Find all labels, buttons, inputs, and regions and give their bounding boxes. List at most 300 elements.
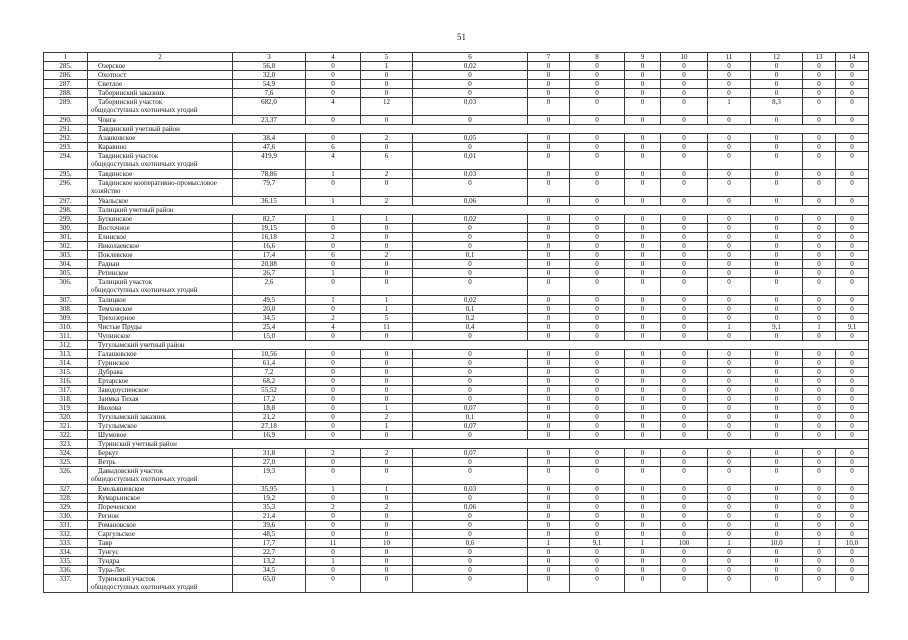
value-cell-col-7: 0 xyxy=(528,332,570,341)
value-cell-col-5: 0 xyxy=(361,224,413,233)
table-row xyxy=(44,503,869,512)
row-name: Беркут xyxy=(88,449,233,458)
value-cell-col-4: 6 xyxy=(306,143,361,152)
value-cell-col-10: 0 xyxy=(661,377,708,386)
value-cell-col-14: 0 xyxy=(836,350,869,359)
value-cell-col-14: 0 xyxy=(836,296,869,305)
table-row xyxy=(44,557,869,566)
value-cell-col-5: 0 xyxy=(361,143,413,152)
value-cell-col-7: 0 xyxy=(528,233,570,242)
value-cell-col-3: 16,18 xyxy=(233,233,306,242)
value-cell-col-10: 0 xyxy=(661,197,708,206)
value-cell-col-9: 0 xyxy=(625,134,661,143)
row-name: Тугулымское xyxy=(88,422,233,431)
value-cell-col-13: 0 xyxy=(803,251,836,260)
value-cell-col-13: 0 xyxy=(803,566,836,575)
row-name: Тундра xyxy=(88,557,233,566)
value-cell-col-3: 55,52 xyxy=(233,386,306,395)
value-cell-col-5: 5 xyxy=(361,314,413,323)
region-row xyxy=(44,125,869,134)
value-cell-col-5: 0 xyxy=(361,269,413,278)
row-number: 321. xyxy=(44,422,88,431)
row-name: Ветрь xyxy=(88,458,233,467)
value-cell-col-3: 19,15 xyxy=(233,224,306,233)
value-cell-col-3: 419,9 xyxy=(233,152,306,170)
value-cell-col-13: 0 xyxy=(803,260,836,269)
value-cell-col-5: 0 xyxy=(361,89,413,98)
row-number: 332. xyxy=(44,530,88,539)
value-cell-col-5: 6 xyxy=(361,152,413,170)
value-cell-col-9: 0 xyxy=(625,98,661,116)
value-cell-col-6: 0 xyxy=(413,458,528,467)
value-cell-col-10: 0 xyxy=(661,215,708,224)
value-cell-col-14: 0 xyxy=(836,170,869,179)
value-cell-col-5: 0 xyxy=(361,359,413,368)
row-name: Светлое xyxy=(88,80,233,89)
row-name: Тугулымский заказник xyxy=(88,413,233,422)
value-cell-col-3: 17,4 xyxy=(233,251,306,260)
value-cell-col-8: 0 xyxy=(570,521,625,530)
value-cell-col-5: 0 xyxy=(361,566,413,575)
value-cell-col-13: 0 xyxy=(803,152,836,170)
value-cell-col-14: 0 xyxy=(836,575,869,593)
value-cell-col-12: 10,0 xyxy=(751,539,803,548)
row-name: Таборинский участок общедоступных охотничьих угодий xyxy=(88,98,233,116)
row-number: 291. xyxy=(44,125,88,134)
value-cell-col-11: 0 xyxy=(708,467,751,485)
row-number: 306. xyxy=(44,278,88,296)
value-cell-col-5: 0 xyxy=(361,431,413,440)
value-cell-col-7: 0 xyxy=(528,278,570,296)
row-number: 300. xyxy=(44,224,88,233)
value-cell-col-7: 0 xyxy=(528,62,570,71)
value-cell-col-7: 0 xyxy=(528,548,570,557)
value-cell-col-10: 0 xyxy=(661,251,708,260)
row-name: Радиан xyxy=(88,260,233,269)
value-cell-col-8: 0 xyxy=(570,278,625,296)
value-cell-col-3: 49,5 xyxy=(233,296,306,305)
value-cell-col-11: 0 xyxy=(708,152,751,170)
value-cell-col-11: 1 xyxy=(708,323,751,332)
row-number: 301. xyxy=(44,233,88,242)
value-cell-col-4: 0 xyxy=(306,395,361,404)
value-cell-col-7: 1 xyxy=(528,539,570,548)
value-cell-col-4: 0 xyxy=(306,224,361,233)
value-cell-col-13: 0 xyxy=(803,179,836,197)
value-cell-col-5: 1 xyxy=(361,422,413,431)
value-cell-col-4: 1 xyxy=(306,557,361,566)
row-number: 336. xyxy=(44,566,88,575)
value-cell-col-13: 0 xyxy=(803,197,836,206)
value-cell-col-14: 0 xyxy=(836,512,869,521)
value-cell-col-7: 0 xyxy=(528,296,570,305)
row-name: Емельяшевское xyxy=(88,485,233,494)
row-number: 317. xyxy=(44,386,88,395)
row-number: 304. xyxy=(44,260,88,269)
value-cell-col-13: 0 xyxy=(803,485,836,494)
row-number: 335. xyxy=(44,557,88,566)
value-cell-col-14: 0 xyxy=(836,557,869,566)
value-cell-col-13: 0 xyxy=(803,350,836,359)
row-name: Озерское xyxy=(88,62,233,71)
value-cell-col-13: 0 xyxy=(803,521,836,530)
table-row xyxy=(44,530,869,539)
value-cell-col-10: 0 xyxy=(661,413,708,422)
value-cell-col-3: 16,9 xyxy=(233,431,306,440)
value-cell-col-4: 0 xyxy=(306,422,361,431)
row-number: 314. xyxy=(44,359,88,368)
table-row xyxy=(44,368,869,377)
table-row xyxy=(44,449,869,458)
value-cell-col-7: 0 xyxy=(528,143,570,152)
value-cell-col-5: 2 xyxy=(361,170,413,179)
value-cell-col-11: 0 xyxy=(708,296,751,305)
value-cell-col-14: 0 xyxy=(836,80,869,89)
value-cell-col-3: 56,8 xyxy=(233,62,306,71)
value-cell-col-9: 0 xyxy=(625,224,661,233)
value-cell-col-13: 0 xyxy=(803,98,836,116)
value-cell-col-7: 0 xyxy=(528,179,570,197)
value-cell-col-4: 4 xyxy=(306,323,361,332)
value-cell-col-11: 0 xyxy=(708,422,751,431)
table-row xyxy=(44,80,869,89)
value-cell-col-11: 0 xyxy=(708,134,751,143)
table-row xyxy=(44,521,869,530)
value-cell-col-4: 0 xyxy=(306,260,361,269)
table-row xyxy=(44,413,869,422)
value-cell-col-8: 0 xyxy=(570,359,625,368)
row-name: Нюхова xyxy=(88,404,233,413)
row-name: Тавдинское xyxy=(88,170,233,179)
value-cell-col-5: 0 xyxy=(361,548,413,557)
header-cell-8: 8 xyxy=(570,53,625,62)
table-row xyxy=(44,269,869,278)
value-cell-col-8: 0 xyxy=(570,305,625,314)
table-row xyxy=(44,386,869,395)
value-cell-col-3: 7,2 xyxy=(233,368,306,377)
value-cell-col-6: 0 xyxy=(413,269,528,278)
value-cell-col-10: 0 xyxy=(661,143,708,152)
value-cell-col-12: 0 xyxy=(751,512,803,521)
value-cell-col-6: 0 xyxy=(413,224,528,233)
value-cell-col-10: 0 xyxy=(661,89,708,98)
value-cell-col-3: 32,0 xyxy=(233,71,306,80)
value-cell-col-10: 0 xyxy=(661,404,708,413)
value-cell-col-4: 0 xyxy=(306,368,361,377)
value-cell-col-11: 0 xyxy=(708,332,751,341)
value-cell-col-9: 0 xyxy=(625,296,661,305)
value-cell-col-10: 0 xyxy=(661,575,708,593)
row-number: 328. xyxy=(44,494,88,503)
value-cell-col-11: 0 xyxy=(708,233,751,242)
value-cell-col-11: 0 xyxy=(708,377,751,386)
row-number: 329. xyxy=(44,503,88,512)
header-cell-13: 13 xyxy=(803,53,836,62)
value-cell-col-6: 0 xyxy=(413,377,528,386)
value-cell-col-7: 0 xyxy=(528,134,570,143)
value-cell-col-6: 0 xyxy=(413,359,528,368)
table-row xyxy=(44,116,869,125)
value-cell-col-3: 27,0 xyxy=(233,458,306,467)
value-cell-col-9: 0 xyxy=(625,377,661,386)
value-cell-col-3: 47,6 xyxy=(233,143,306,152)
table-row xyxy=(44,179,869,197)
value-cell-col-10: 0 xyxy=(661,548,708,557)
value-cell-col-12: 0 xyxy=(751,305,803,314)
value-cell-col-13: 0 xyxy=(803,89,836,98)
value-cell-col-7: 0 xyxy=(528,467,570,485)
table-row xyxy=(44,305,869,314)
value-cell-col-7: 0 xyxy=(528,566,570,575)
value-cell-col-6: 0,4 xyxy=(413,323,528,332)
value-cell-col-14: 0 xyxy=(836,260,869,269)
value-cell-col-4: 1 xyxy=(306,215,361,224)
value-cell-col-10: 0 xyxy=(661,305,708,314)
value-cell-col-8: 0 xyxy=(570,377,625,386)
value-cell-col-4: 0 xyxy=(306,71,361,80)
value-cell-col-13: 0 xyxy=(803,170,836,179)
value-cell-col-7: 0 xyxy=(528,323,570,332)
value-cell-col-9: 0 xyxy=(625,89,661,98)
value-cell-col-6: 0,03 xyxy=(413,485,528,494)
value-cell-col-5: 2 xyxy=(361,449,413,458)
value-cell-col-13: 0 xyxy=(803,215,836,224)
region-name: Талицкий учетный район xyxy=(88,206,869,215)
value-cell-col-7: 0 xyxy=(528,242,570,251)
value-cell-col-11: 0 xyxy=(708,449,751,458)
table-row xyxy=(44,458,869,467)
value-cell-col-8: 0 xyxy=(570,566,625,575)
row-number: 324. xyxy=(44,449,88,458)
value-cell-col-11: 0 xyxy=(708,197,751,206)
value-cell-col-3: 2,6 xyxy=(233,278,306,296)
value-cell-col-14: 0 xyxy=(836,98,869,116)
value-cell-col-9: 0 xyxy=(625,449,661,458)
value-cell-col-14: 0 xyxy=(836,143,869,152)
value-cell-col-8: 0 xyxy=(570,422,625,431)
value-cell-col-11: 0 xyxy=(708,62,751,71)
value-cell-col-14: 0 xyxy=(836,197,869,206)
value-cell-col-6: 0,02 xyxy=(413,62,528,71)
value-cell-col-12: 0 xyxy=(751,494,803,503)
value-cell-col-10: 0 xyxy=(661,278,708,296)
value-cell-col-8: 0 xyxy=(570,143,625,152)
value-cell-col-6: 0,06 xyxy=(413,503,528,512)
value-cell-col-5: 0 xyxy=(361,557,413,566)
value-cell-col-3: 34,5 xyxy=(233,566,306,575)
value-cell-col-8: 0 xyxy=(570,557,625,566)
value-cell-col-4: 11 xyxy=(306,539,361,548)
row-name: Темховское xyxy=(88,305,233,314)
value-cell-col-12: 0 xyxy=(751,332,803,341)
value-cell-col-11: 0 xyxy=(708,575,751,593)
value-cell-col-12: 0 xyxy=(751,116,803,125)
value-cell-col-10: 0 xyxy=(661,134,708,143)
value-cell-col-6: 0 xyxy=(413,557,528,566)
value-cell-col-4: 0 xyxy=(306,359,361,368)
value-cell-col-8: 0 xyxy=(570,458,625,467)
header-cell-10: 10 xyxy=(661,53,708,62)
value-cell-col-13: 0 xyxy=(803,494,836,503)
value-cell-col-7: 0 xyxy=(528,269,570,278)
value-cell-col-8: 0 xyxy=(570,404,625,413)
value-cell-col-4: 0 xyxy=(306,350,361,359)
table-row xyxy=(44,512,869,521)
table-row xyxy=(44,575,869,593)
value-cell-col-6: 0 xyxy=(413,80,528,89)
value-cell-col-14: 0 xyxy=(836,251,869,260)
value-cell-col-14: 0 xyxy=(836,278,869,296)
row-name: Шумовое xyxy=(88,431,233,440)
value-cell-col-12: 0 xyxy=(751,251,803,260)
value-cell-col-8: 0 xyxy=(570,80,625,89)
value-cell-col-9: 0 xyxy=(625,521,661,530)
value-cell-col-14: 0 xyxy=(836,224,869,233)
value-cell-col-14: 0 xyxy=(836,314,869,323)
value-cell-col-5: 0 xyxy=(361,71,413,80)
header-cell-14: 14 xyxy=(836,53,869,62)
value-cell-col-13: 0 xyxy=(803,62,836,71)
value-cell-col-12: 0 xyxy=(751,170,803,179)
value-cell-col-5: 0 xyxy=(361,278,413,296)
header-cell-6: 6 xyxy=(413,53,528,62)
row-number: 333. xyxy=(44,539,88,548)
value-cell-col-11: 0 xyxy=(708,350,751,359)
value-cell-col-3: 36,15 xyxy=(233,197,306,206)
value-cell-col-10: 0 xyxy=(661,395,708,404)
value-cell-col-12: 0 xyxy=(751,557,803,566)
row-number: 298. xyxy=(44,206,88,215)
table-row xyxy=(44,62,869,71)
row-name: Дубрава xyxy=(88,368,233,377)
value-cell-col-8: 0 xyxy=(570,386,625,395)
value-cell-col-4: 0 xyxy=(306,332,361,341)
value-cell-col-3: 21,4 xyxy=(233,512,306,521)
value-cell-col-10: 0 xyxy=(661,350,708,359)
value-cell-col-5: 0 xyxy=(361,386,413,395)
value-cell-col-6: 0 xyxy=(413,116,528,125)
value-cell-col-5: 0 xyxy=(361,458,413,467)
value-cell-col-9: 0 xyxy=(625,494,661,503)
table-row xyxy=(44,278,869,296)
value-cell-col-9: 0 xyxy=(625,413,661,422)
value-cell-col-10: 0 xyxy=(661,386,708,395)
row-number: 302. xyxy=(44,242,88,251)
value-cell-col-12: 0 xyxy=(751,62,803,71)
value-cell-col-9: 0 xyxy=(625,233,661,242)
value-cell-col-6: 0 xyxy=(413,431,528,440)
value-cell-col-8: 0 xyxy=(570,71,625,80)
value-cell-col-13: 0 xyxy=(803,305,836,314)
value-cell-col-9: 0 xyxy=(625,566,661,575)
value-cell-col-12: 0 xyxy=(751,80,803,89)
row-name: Трехозерное xyxy=(88,314,233,323)
row-name: Гуринское xyxy=(88,359,233,368)
value-cell-col-12: 0 xyxy=(751,242,803,251)
row-name: Поклевское xyxy=(88,251,233,260)
value-cell-col-7: 0 xyxy=(528,197,570,206)
value-cell-col-14: 9,1 xyxy=(836,323,869,332)
value-cell-col-9: 0 xyxy=(625,215,661,224)
value-cell-col-9: 0 xyxy=(625,359,661,368)
value-cell-col-7: 0 xyxy=(528,98,570,116)
table-row xyxy=(44,350,869,359)
value-cell-col-12: 0 xyxy=(751,260,803,269)
value-cell-col-10: 0 xyxy=(661,431,708,440)
row-number: 326. xyxy=(44,467,88,485)
value-cell-col-4: 0 xyxy=(306,404,361,413)
value-cell-col-11: 0 xyxy=(708,359,751,368)
value-cell-col-13: 0 xyxy=(803,71,836,80)
value-cell-col-10: 0 xyxy=(661,323,708,332)
value-cell-col-6: 0 xyxy=(413,89,528,98)
row-name: Романовское xyxy=(88,521,233,530)
value-cell-col-14: 0 xyxy=(836,521,869,530)
value-cell-col-13: 0 xyxy=(803,278,836,296)
value-cell-col-7: 0 xyxy=(528,368,570,377)
value-cell-col-10: 0 xyxy=(661,557,708,566)
value-cell-col-3: 682,0 xyxy=(233,98,306,116)
value-cell-col-13: 0 xyxy=(803,422,836,431)
value-cell-col-7: 0 xyxy=(528,305,570,314)
value-cell-col-10: 0 xyxy=(661,422,708,431)
value-cell-col-9: 0 xyxy=(625,260,661,269)
page-number: 51 xyxy=(457,32,466,42)
value-cell-col-12: 0 xyxy=(751,467,803,485)
value-cell-col-14: 0 xyxy=(836,548,869,557)
value-cell-col-5: 12 xyxy=(361,98,413,116)
value-cell-col-7: 0 xyxy=(528,386,570,395)
value-cell-col-13: 0 xyxy=(803,80,836,89)
value-cell-col-8: 0 xyxy=(570,485,625,494)
value-cell-col-11: 0 xyxy=(708,80,751,89)
row-number: 308. xyxy=(44,305,88,314)
row-number: 290. xyxy=(44,116,88,125)
value-cell-col-13: 0 xyxy=(803,404,836,413)
value-cell-col-5: 1 xyxy=(361,296,413,305)
value-cell-col-4: 0 xyxy=(306,494,361,503)
value-cell-col-11: 0 xyxy=(708,503,751,512)
value-cell-col-6: 0,02 xyxy=(413,215,528,224)
value-cell-col-14: 0 xyxy=(836,332,869,341)
value-cell-col-8: 0 xyxy=(570,116,625,125)
row-number: 325. xyxy=(44,458,88,467)
value-cell-col-7: 0 xyxy=(528,314,570,323)
value-cell-col-6: 0 xyxy=(413,179,528,197)
value-cell-col-14: 0 xyxy=(836,467,869,485)
row-number: 327. xyxy=(44,485,88,494)
value-cell-col-12: 0 xyxy=(751,152,803,170)
value-cell-col-11: 0 xyxy=(708,530,751,539)
value-cell-col-11: 0 xyxy=(708,386,751,395)
row-number: 330. xyxy=(44,512,88,521)
value-cell-col-5: 0 xyxy=(361,350,413,359)
value-cell-col-5: 0 xyxy=(361,512,413,521)
value-cell-col-13: 0 xyxy=(803,377,836,386)
value-cell-col-5: 0 xyxy=(361,332,413,341)
row-name: Тунгус xyxy=(88,548,233,557)
value-cell-col-12: 0 xyxy=(751,233,803,242)
value-cell-col-8: 0 xyxy=(570,503,625,512)
value-cell-col-14: 0 xyxy=(836,368,869,377)
row-number: 303. xyxy=(44,251,88,260)
value-cell-col-10: 0 xyxy=(661,467,708,485)
table-row xyxy=(44,197,869,206)
value-cell-col-3: 7,6 xyxy=(233,89,306,98)
value-cell-col-9: 0 xyxy=(625,116,661,125)
table-row xyxy=(44,242,869,251)
row-name: Тавдинский участок общедоступных охотничьих угодий xyxy=(88,152,233,170)
